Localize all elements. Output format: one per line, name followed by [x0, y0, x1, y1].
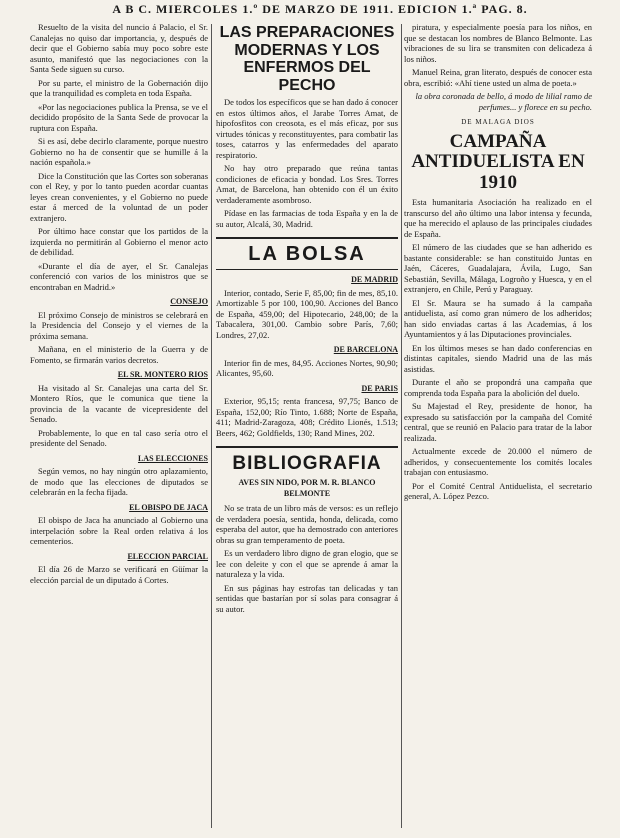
paragraph: No hay otro preparado que reúna tantas condiciones de eficacia y bondad. Los Sres. Torres Amat, de Barcelona, han obtenido con él un éxito verdaderamente asombroso. [216, 163, 398, 205]
paragraph: Interior fin de mes, 84,95. Acciones Nortes, 90,90; Alicantes, 95,60. [216, 357, 398, 379]
paragraph: Por su parte, el ministro de la Gobernación dijo que la tranquilidad es completa en toda España. [30, 77, 208, 98]
paragraph: «Por las negociaciones publica la Prensa, se ve el decidido propósito de la Santa Sede de provocar la ruptura con España. [30, 101, 208, 133]
paragraph: Su Majestad el Rey, presidente de honor, ha expresado su satisfacción por la campaña del Comité central, que se reunió en Palacio para tratar de la labor realizada. [404, 401, 592, 443]
paragraph: Actualmente excede de 20.000 el número de adheridos, y consecuentemente los comités locales trabajan con entusiasmo. [404, 446, 592, 478]
paragraph: Manuel Reina, gran literato, después de conocer esta obra, escribió: «Ahí tiene usted un alma de poeta.» [404, 67, 592, 88]
subheading-elecciones: LAS ELECCIONES [137, 453, 208, 463]
paragraph: piratura, y especialmente poesía para los niños, en que se destacan los nombres de Blanco Belmonte. Las vibraciones de su lira se transmiten con delicadeza á los niños. [404, 22, 592, 64]
paragraph: El día 26 de Marzo se verificará en Güímar la elección parcial de un diputado á Cortes. [30, 564, 208, 585]
paragraph: El número de las ciudades que se han adherido es bastante considerable: se han constituido Juntas en Jaén, Cáceres, Guadalajara, Ávila, Lugo, San Sebastián, Sevilla, Málaga, Logroño y Huesca, y en el extranjero, en Chile, Perú y Paraguay. [404, 242, 592, 295]
subheading-barcelona: DE BARCELONA [333, 345, 398, 355]
paragraph: Pídase en las farmacias de toda España y en la de su autor, Alcalá, 30, Madrid. [216, 208, 398, 229]
page-header: A B C. MIERCOLES 1.º DE MARZO DE 1911. EDICION 1.ª PAG. 8. [112, 2, 528, 16]
paragraph: Por el Comité Central Antiduelista, el secretario general, A. López Pezco. [404, 480, 592, 502]
section-title-bolsa: LA BOLSA [216, 237, 398, 270]
paragraph: Exterior, 95,15; renta francesa, 97,75; Banco de España, 152,00; Río Tinto, 1.688; Norte de España, 411; Madrid-Zaragoza, 408; Crédito Lionés, 1.513; Beers, 462; Goldfields, 130; Rand Mines, 202. [216, 396, 398, 438]
paragraph: Probablemente, lo que en tal caso sería otro el presidente del Senado. [30, 427, 208, 448]
column-2 [216, 22, 398, 828]
paragraph: El obispo de Jaca ha anunciado al Gobierno una interpelación sobre la Real orden relativa á los cementerios. [30, 515, 208, 546]
paragraph: «Durante el día de ayer, el Sr. Canalejas conferenció con varios de los ministros que se encontraban en Madrid.» [30, 260, 208, 292]
paragraph: Durante el año se propondrá una campaña que comprenda toda España para la abolición del duelo. [404, 377, 592, 398]
subheading-montero-rios: EL SR. MONTERO RIOS [117, 370, 208, 379]
paragraph: En sus páginas hay estrofas tan delicadas y tan sentidas que bastarían por sí solas para consagrar á su autor. [216, 582, 398, 614]
quote: la obra coronada de bello, á modo de lilial ramo de perfumes... y florece en su pecho. [415, 91, 592, 112]
subheading-consejo: CONSEJO [170, 297, 208, 306]
section-title-campana: CAMPAÑA ANTIDUELISTA EN 1910 [411, 130, 585, 194]
book-byline: AVES SIN NIDO, POR M. R. BLANCO BELMONTE [238, 478, 376, 498]
subheading-eleccion-parcial: ELECCION PARCIAL [127, 551, 208, 561]
paragraph: Según vemos, no hay ningún otro aplazamiento, de modo que las elecciones de diputados se celebrarán en la fecha fijada. [30, 466, 208, 497]
paragraph: Por último hace constar que los partidos de la izquierda no permitirán al Gobierno el menor acto de debilidad. [30, 226, 208, 257]
paragraph: Interior, contado, Serie F, 85,00; fin de mes, 85,10. Amortizable 5 por 100, 100,90. Acciones del Banco de España, 459,00; del Hipotecario, 248,00; de la Tabacalera, 301,00. Cambio sobre París, 7,60; Londres, 27,02. [216, 287, 398, 340]
paragraph: De todos los específicos que se han dado á conocer en estos últimos años, el Jarabe Torres Amat, de hipofosfitos con creosota, es el más eficaz, por sus virtudes tónicas y reconstituyentes, para combatir las toses, catarros y las enfermedades del aparato respiratorio. [216, 97, 398, 160]
paragraph: En los últimos meses se han dado conferencias en distintas capitales, siendo Madrid una de las más asistidas. [404, 342, 592, 374]
paragraph: No se trata de un libro más de versos: es un reflejo de verdadera poesía, sentida, honda, delicada, como esperaba del autor, que ha demostrado con anteriores obras su gran temperamento de poeta. [216, 503, 398, 545]
paragraph: Dice la Constitución que las Cortes son soberanas con el Rey, y por lo tanto pueden acordar cuantas leyes crean convenientes, y el Gobierno no puede estar á merced de la voluntad de un poder extranjero. [30, 170, 208, 223]
column-3 [404, 22, 592, 828]
small-heading: DE MALAGA DIOS [461, 118, 535, 126]
column-1 [30, 22, 208, 828]
paragraph: Es un verdadero libro digno de gran elogio, que se lee con deleite y con el que se aprende á amar la naturaleza y la vida. [216, 548, 398, 580]
section-title-bibliografia: BIBLIOGRAFIA [216, 446, 398, 475]
paragraph: Ha visitado al Sr. Canalejas una carta del Sr. Montero Ríos, que le comunica que tiene la provincia de la vacante de vicepresidente del Senado. [30, 382, 208, 424]
column-rule [211, 24, 212, 828]
subheading-paris: DE PARIS [361, 383, 398, 393]
subheading-madrid: DE MADRID [351, 275, 398, 285]
paragraph: Resuelto de la visita del nuncio á Palacio, el Sr. Canalejas no quiso dar importancia, y, después de decir que el Gobierno sabía muy poco sobre este asunto, manifestó que las negociaciones con la Santa Sede siguen su curso. [30, 22, 208, 74]
paragraph: El próximo Consejo de ministros se celebrará en la Presidencia del Consejo y el viernes de la próxima semana. [30, 309, 208, 341]
paragraph: Esta humanitaria Asociación ha realizado en el transcurso del año último una labor intensa y fecunda, que ha merecido el aplauso de las principales ciudades de España. [404, 197, 592, 239]
paragraph: Si es así, debe decirlo claramente, porque nuestro Gobierno no ha de consentir que se humille á la nación española.» [30, 136, 208, 167]
column-rule [401, 24, 402, 828]
paragraph: El Sr. Maura se ha sumado á la campaña antiduelista, así como gran número de los adheridos; han sido enviadas cartas á las Academias, á los Ayuntamientos y á las Diputaciones provinciales. [404, 297, 592, 340]
subheading-obispo: EL OBISPO DE JACA [129, 502, 208, 512]
paragraph: Mañana, en el ministerio de la Guerra y de Fomento, se firmarán varios decretos. [30, 344, 208, 365]
ad-headline: LAS PREPARACIONES MODERNAS Y LOS ENFERMOS DEL PECHO [219, 24, 395, 94]
